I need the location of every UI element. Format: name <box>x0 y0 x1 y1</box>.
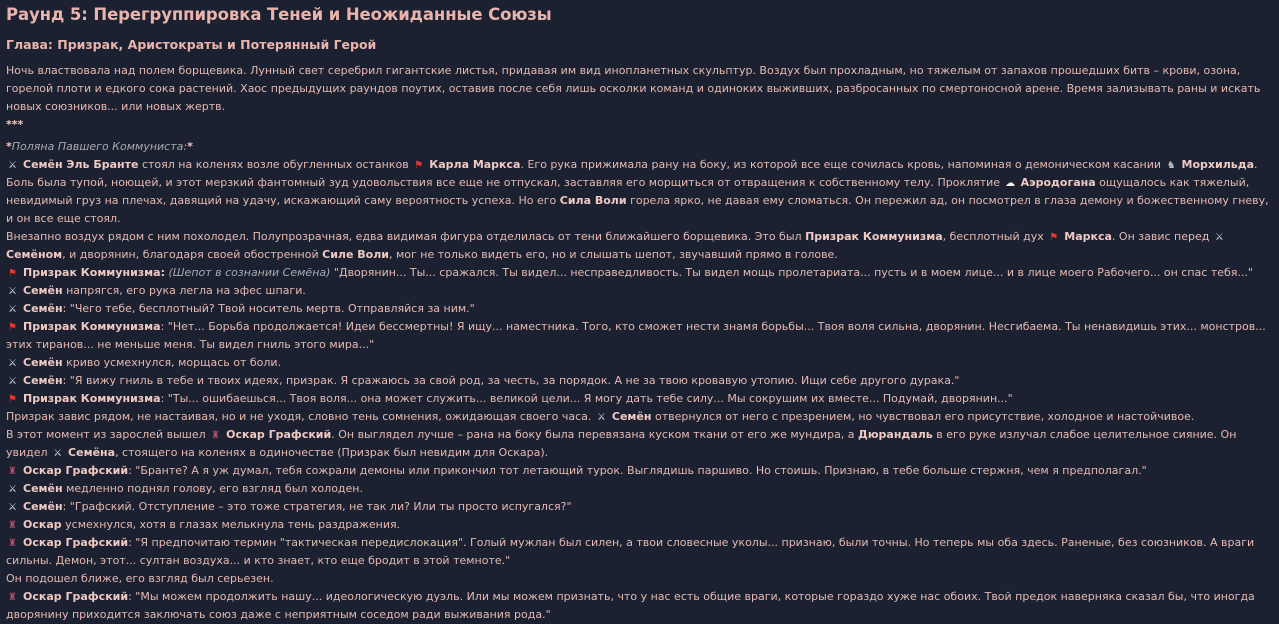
red-flag-icon: ⚑ <box>8 322 17 333</box>
narration-line: Призрак завис рядом, не настаивая, но и не уходя, словно тень сомнения, ожидающая своего часа. ⚔ Семён отвернулся от него с презрением, но чувствовал его присутствие, холодное и настойчивое. <box>6 410 1195 423</box>
dialogue-line: ♜ Оскар усмехнулся, хотя в глазах мелькнула тень раздражения. <box>6 516 1273 534</box>
dialogue-line: ⚑ Призрак Коммунизма: "Ты... ошибаешься... Твоя воля... она может служить... великой цели... Я могу дать тебе силу... Мы сокрушим их вместе... Подумай, дворянин..." <box>6 390 1273 408</box>
chapter-heading: Глава: Призрак, Аристократы и Потерянный Герой <box>6 37 377 52</box>
red-flag-icon: ⚑ <box>1049 232 1059 243</box>
dialogue-line: ⚔ Семён напрягся, его рука легла на эфес шпаги. <box>6 282 1273 300</box>
top-hat-icon: ♜ <box>8 520 17 531</box>
separator: *** <box>6 118 24 131</box>
dialogue-line: ⚔ Семён: "Графский. Отступление – это тоже стратегия, не так ли? Или ты просто испугался?" <box>6 498 1273 516</box>
dialogue-line: ♜ Оскар Графский: "Мы можем продолжить нашу... идеологическую дуэль. Или мы можем признать, что у нас есть общие враги, которые гораздо хуже нас обоих. Твой предок наверняка сказал бы, что иногда дворянину приходится заключать союз даже с неприятным соседом ради выживания рода." <box>6 590 1255 621</box>
cloud-icon: ☁ <box>1005 178 1016 189</box>
crossed-swords-icon: ⚔ <box>8 376 17 387</box>
dialogue-line: ⚔ Семён: "Я вижу гниль в тебе и твоих идеях, призрак. Я сражаюсь за свой род, за честь, за порядок. А не за твою кровавую утопию. Ищи себе другого дурака." <box>6 372 1273 390</box>
crossed-swords-icon: ⚔ <box>53 448 63 459</box>
dialogue-line: ⚔ Семён криво усмехнулся, морщась от боли. <box>6 354 1273 372</box>
crossed-swords-icon: ⚔ <box>8 160 17 171</box>
dialogue-line: ⚔ Семён: "Чего тебе, бесплотный? Твой носитель мертв. Отправляйся за ним." <box>6 300 1273 318</box>
narration-line: В этот момент из зарослей вышел ♜ Оскар Графский. Он выглядел лучше – рана на боку была перевязана куском ткани от его же мундира, а Дюрандаль в его руке излучал слабое целительное сияние. Он увидел ⚔ Семёна, стоящего на коленях в одиночестве (Призрак был невидим для Оскара). <box>6 428 1237 459</box>
page-title: Раунд 5: Перегруппировка Теней и Неожиданные Союзы <box>6 5 552 24</box>
crossed-swords-icon: ⚔ <box>8 358 17 369</box>
crossed-swords-icon: ⚔ <box>8 304 17 315</box>
crossed-swords-icon: ⚔ <box>8 502 17 513</box>
location-line: *Поляна Павшего Коммуниста:* <box>6 140 193 153</box>
dialogue-line: ♜ Оскар Графский: "Бранте? А я уж думал, тебя сожрали демоны или прикончил тот летающий турок. Выглядишь паршиво. Но стоишь. Признаю, в тебе больше стержня, чем я предполагал." <box>6 462 1273 480</box>
dialogue-line: ⚑ Призрак Коммунизма: "Нет... Борьба продолжается! Идеи бессмертны! Я ищу... наместника. Того, кто сможет нести знамя борьбы... Твоя воля сильна, дворянин. Несгибаема. Ты ненавидишь этих... монстров... этих тиранов... не меньше меня. Ты видел гниль этого мира..." <box>6 320 1266 351</box>
location-label: Поляна Павшего Коммуниста: <box>11 140 188 153</box>
crossed-swords-icon: ⚔ <box>8 484 17 495</box>
red-flag-icon: ⚑ <box>8 394 17 405</box>
paragraph-ghost-appears: Внезапно воздух рядом с ним похолодел. Полупрозрачная, едва видимая фигура отделилась от тени ближайшего борщевика. Это был Призрак Коммунизма, бесплотный дух ⚑ Маркса. Он завис перед ⚔Семёном, и дворянин, благодаря своей обостренной Силе Воли, мог не только видеть его, но и слышать шепот, звучавший прямо в голове. <box>6 228 1273 264</box>
dialogue-line: ⚑ Призрак Коммунизма: (Шепот в сознании Семёна) "Дворянин... Ты... сражался. Ты видел... несправедливость. Ты видел мощь пролетариата... пусть и в моем лице... и в лице моего Рабочего... он спас тебя..." <box>6 264 1273 282</box>
top-hat-icon: ♜ <box>8 466 17 477</box>
dialogue-line: ⚔ Семён медленно поднял голову, его взгляд был холоден. <box>6 480 1273 498</box>
red-flag-icon: ⚑ <box>8 268 17 279</box>
dialogue-line: ♜ Оскар Графский: "Я предпочитаю термин "тактическая передислокация". Голый мужлан был силен, а твои словесные уколы... признаю, были точны. Но теперь мы оба здесь. Раненые, без союзников. А враги сильны. Демон, этот... султан воздуха... и кто знает, кто еще бродит в этой темноте." <box>6 536 1255 567</box>
top-hat-icon: ♜ <box>8 538 17 549</box>
wolf-icon: ♞ <box>1166 160 1176 171</box>
intro-paragraph: Ночь властвовала над полем борщевика. Лунный свет серебрил гигантские листья, придавая им вид инопланетных скульптур. Воздух был прохладным, но тяжелым от запахов прошедших битв – крови, озона, горелой плоти и едкого сока растений. Хаос предыдущих раундов поутих, оставив после себя лишь осколки команд и одиноких выживших, разбросанных по смертоносной арене. Время зализывать раны и искать новых союзников... или новых жертв. <box>6 64 1261 113</box>
top-hat-icon: ♜ <box>211 430 221 441</box>
red-flag-icon: ⚑ <box>414 160 424 171</box>
crossed-swords-icon: ⚔ <box>596 412 606 423</box>
crossed-swords-icon: ⚔ <box>1214 232 1224 243</box>
top-hat-icon: ♜ <box>8 592 17 603</box>
crossed-swords-icon: ⚔ <box>8 286 17 297</box>
narration-line: Он подошел ближе, его взгляд был серьезен. <box>6 572 274 585</box>
paragraph-semyon-intro: ⚔ Семён Эль Бранте стоял на коленях возле обугленных останков ⚑ Карла Маркса. Его рука прижимала рану на боку, из которой все еще сочилась кровь, напоминая о демоническом касании ♞ Морхильда. Боль была тупой, ноющей, и этот мерзкий фантомный зуд удовольствия все еще не отпускал, заставляя его морщиться от отвращения к собственному телу. Проклятие ☁ Аэродогана ощущалось как тяжелый, невидимый груз на плечах, давящий на удачу, искажающий саму вероятность успеха. Но его Сила Воли горела ярко, не давая ему сломаться. Он пережил ад, он посмотрел в глаза демону и божественному гневу, и он все еще стоял. <box>6 158 1269 225</box>
